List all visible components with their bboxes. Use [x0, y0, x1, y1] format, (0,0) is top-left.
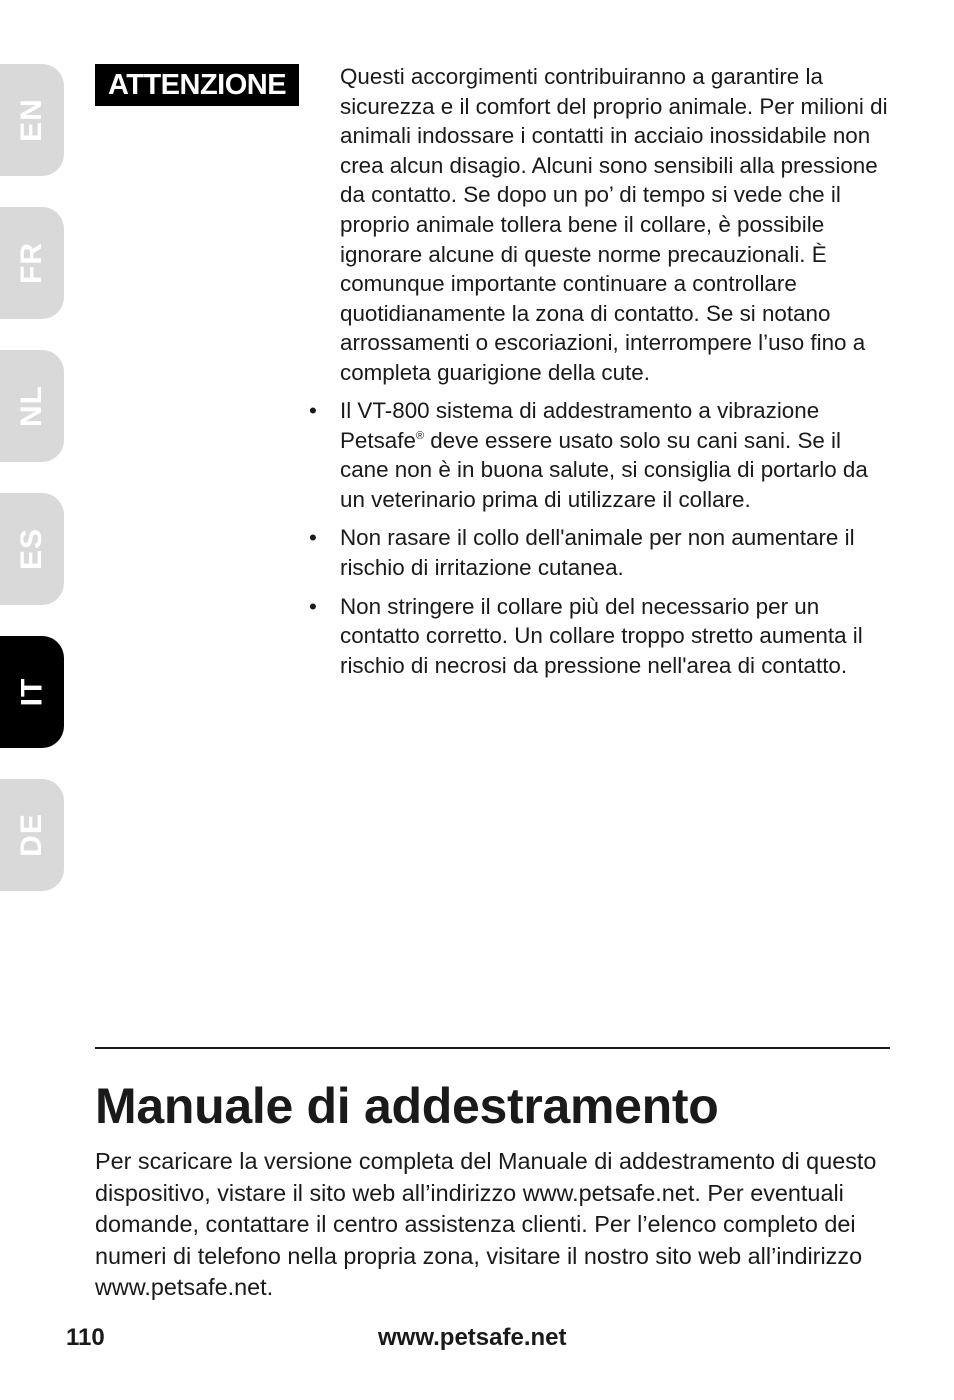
footer-url[interactable]: www.petsafe.net — [378, 1324, 567, 1351]
language-tab-label: DE — [15, 813, 48, 857]
language-tab-it[interactable] — [0, 636, 64, 748]
section-divider — [95, 1047, 890, 1049]
registered-mark: ® — [415, 429, 425, 442]
page-number: 110 — [66, 1324, 105, 1351]
list-item: • Non stringere il collare più del necessario per un contatto corretto. Un collare troppo stretto aumenta il rischio di necrosi da pressione nell'area di contatto. — [340, 592, 892, 681]
bullet-text: deve essere usato solo su cani sani. Se il cane non è in buona salute, si consiglia di portarlo da un veterinario prima di utilizzare il collare. — [340, 427, 868, 512]
section-body: Per scaricare la versione completa del Manuale di addestramento di questo dispositivo, vistare il sito web all’indirizzo www.petsafe.net. Per eventuali domande, contattare il centro assistenza clienti. Per l’elenco completo dei numeri di telefono nella propria zona, visitare il nostro sito web all’indirizzo www.petsafe.net. — [95, 1148, 877, 1301]
language-tab-label: IT — [14, 677, 48, 707]
language-tab-de[interactable] — [0, 779, 64, 891]
warning-label: ATTENZIONE — [95, 64, 299, 106]
warning-paragraph: Questi accorgimenti contribuiranno a garantire la sicurezza e il comfort del proprio animale. Per milioni di animali indossare i contatti in acciaio inossidabile non crea alcun disagio. Alcuni sono sensibili alla pressione da contatto. Se dopo un po’ di tempo si vede che il proprio animale tollera bene il collare, è possibile ignorare alcune di queste norme precauzionali. È comunque importante continuare a controllare quotidianamente la zona di contatto. Se si notano arrossamenti o escoriazioni, interrompere l’uso fino a completa guarigione della cute. — [340, 64, 888, 385]
list-item — [340, 396, 892, 514]
section-title: Manuale di addestramento — [95, 1078, 719, 1134]
language-tab-es[interactable] — [0, 493, 64, 605]
language-tab-fr[interactable] — [0, 207, 64, 319]
bullet-text: Il VT-800 sistema di addestramento a vibrazione Petsafe — [340, 398, 820, 453]
language-tab-label: EN — [15, 98, 48, 142]
language-tab-en[interactable] — [0, 64, 64, 176]
language-tab-nl[interactable] — [0, 350, 64, 462]
language-tab-label: FR — [15, 242, 48, 284]
list-item: • Non rasare il collo dell'animale per non aumentare il rischio di irritazione cutanea. — [340, 523, 892, 582]
warning-bullet-list — [340, 396, 892, 689]
language-tab-label: NL — [15, 385, 48, 427]
language-tab-label: ES — [15, 527, 48, 571]
